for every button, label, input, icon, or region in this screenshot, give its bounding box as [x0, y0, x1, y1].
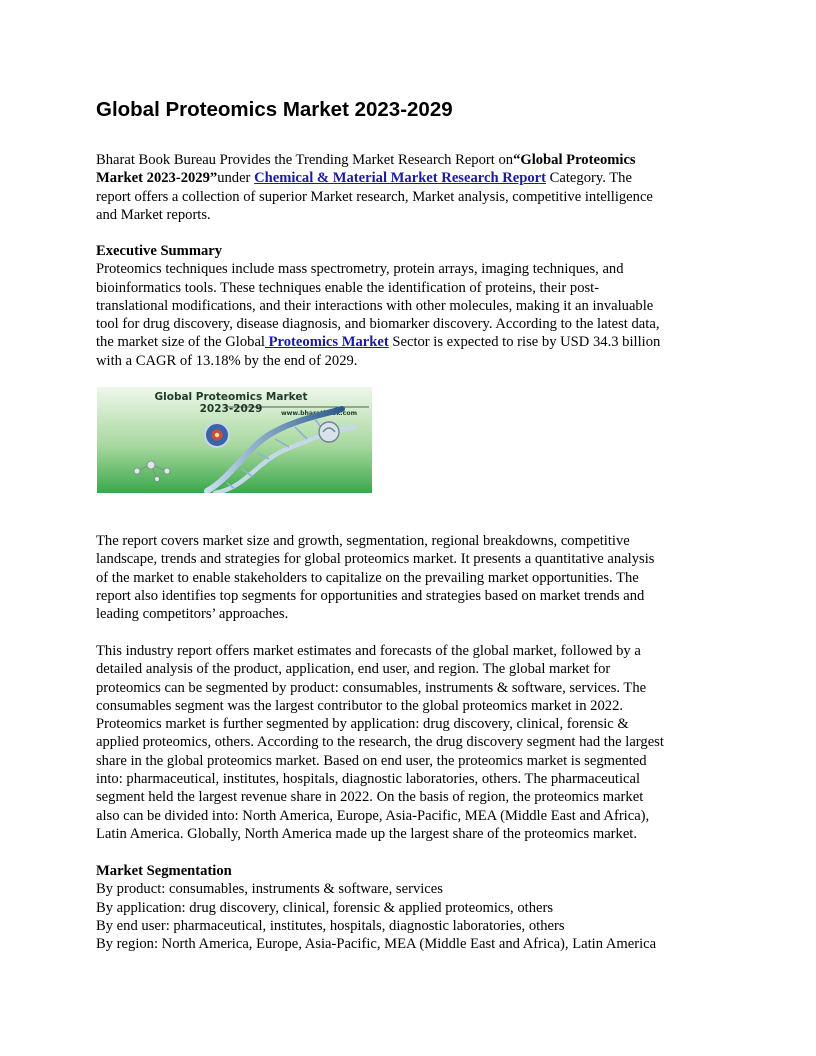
category-link[interactable]: Chemical & Material Market Research Report — [254, 170, 546, 187]
industry-report-line: Latin America. Globally, North America made up the largest share of the proteomics market. — [96, 825, 638, 842]
executive-summary-section — [96, 242, 726, 370]
page-title: Global Proteomics Market 2023-2029 — [96, 98, 453, 121]
intro-category-text: Category. The — [546, 170, 632, 187]
industry-report-line: This industry report offers market estimates and forecasts of the global market, followed by a — [96, 643, 641, 659]
executive-summary-line-2: bioinformatics tools. These techniques enable the identification of proteins, their post- — [96, 279, 600, 296]
industry-report-line: share in the global proteomics market. Based on end user, the proteomics market is segmented — [96, 752, 647, 769]
executive-summary-line-1: Proteomics techniques include mass spectrometry, protein arrays, imaging techniques, and — [96, 261, 624, 278]
market-segmentation-section — [96, 862, 726, 953]
intro-paragraph — [96, 151, 726, 224]
executive-summary-line-5 — [96, 333, 726, 351]
proteomics-market-link[interactable]: Proteomics Market — [264, 334, 389, 351]
industry-report-paragraph — [96, 642, 726, 843]
report-banner-image — [97, 387, 372, 493]
intro-under-text: under — [217, 170, 255, 187]
report-covers-line: landscape, trends and strategies for global proteomics market. It presents a quantitative analysis — [96, 551, 655, 568]
market-rise-text: Sector is expected to rise by USD 34.3 billion — [388, 334, 661, 351]
industry-report-line: Proteomics market is further segmented by application: drug discovery, clinical, forensic & — [96, 716, 629, 733]
intro-line-1 — [96, 151, 726, 169]
segmentation-item: By region: North America, Europe, Asia-Pacific, MEA (Middle East and Africa), Latin America — [96, 936, 657, 953]
industry-report-line: detailed analysis of the product, application, end user, and region. The global market for — [96, 661, 611, 678]
segmentation-item: By end user: pharmaceutical, institutes, hospitals, diagnostic laboratories, others — [96, 917, 565, 934]
executive-summary-heading: Executive Summary — [96, 243, 223, 259]
intro-text: Bharat Book Bureau Provides the Trending Market Research Report on — [96, 152, 514, 168]
market-size-text: the market size of the Global — [96, 334, 265, 351]
report-name-part-2: Market 2023-2029” — [96, 170, 218, 187]
intro-line-2 — [96, 169, 726, 187]
banner-title-line-2: 2023-2029 — [199, 403, 263, 415]
intro-line-3: report offers a collection of superior Market research, Market analysis, competitive intelligence — [96, 188, 653, 205]
globe-emblem-icon — [205, 423, 229, 447]
segmentation-item: By product: consumables, instruments & software, services — [96, 881, 443, 898]
banner-url: www.bharatbook.com — [280, 410, 358, 417]
report-covers-line: report also identifies top segments for opportunities and strategies based on market trends and — [96, 587, 645, 604]
report-name-part-1: “Global Proteomics — [513, 152, 636, 168]
industry-report-line: segment held the largest revenue share in 2022. On the basis of region, the proteomics market — [96, 789, 644, 806]
executive-summary-line-6: with a CAGR of 13.18% by the end of 2029. — [96, 352, 358, 369]
industry-report-line: consumables segment was the largest contributor to the global proteomics market in 2022. — [96, 697, 624, 714]
ring-emblem-icon — [319, 422, 339, 442]
segmentation-item: By application: drug discovery, clinical, forensic & applied proteomics, others — [96, 899, 554, 916]
industry-report-line: applied proteomics, others. According to the research, the drug discovery segment had the largest — [96, 734, 664, 751]
industry-report-line: into: pharmaceutical, institutes, hospitals, diagnostic laboratories, others. The pharmaceutical — [96, 771, 641, 788]
banner-title-line-1: Global Proteomics Market — [154, 391, 308, 403]
executive-summary-line-3: translational modifications, and their interactions with other molecules, making it an invaluable — [96, 297, 654, 314]
industry-report-line: also can be divided into: North America, Europe, Asia-Pacific, MEA (Middle East and Africa), — [96, 807, 650, 824]
report-covers-line: The report covers market size and growth, segmentation, regional breakdowns, competitive — [96, 533, 630, 549]
industry-report-line: proteomics can be segmented by product: consumables, instruments & software, services. The — [96, 679, 647, 696]
intro-line-4: and Market reports. — [96, 206, 211, 223]
report-covers-line: leading competitors’ approaches. — [96, 606, 289, 623]
market-segmentation-heading: Market Segmentation — [96, 863, 232, 879]
executive-summary-line-4: tool for drug discovery, disease diagnosis, and biomarker discovery. According to the latest data, — [96, 316, 660, 333]
report-covers-paragraph — [96, 532, 726, 623]
report-covers-line: of the market to enable stakeholders to capitalize on the prevailing market opportunities. The — [96, 569, 639, 586]
